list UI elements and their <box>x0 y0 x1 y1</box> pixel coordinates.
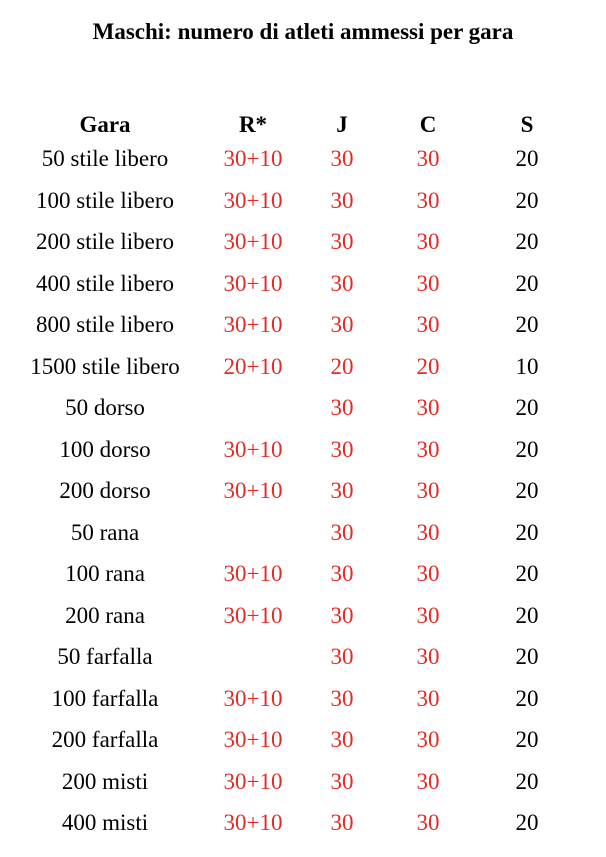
s-value: 20 <box>515 478 539 503</box>
s-value: 20 <box>515 644 539 669</box>
header-j: J <box>336 112 348 137</box>
table-row <box>0 557 606 599</box>
c-value: 30 <box>416 312 440 337</box>
c-value: 30 <box>416 768 440 794</box>
j-value: 30 <box>330 727 354 752</box>
event-name: 100 farfalla <box>51 685 159 711</box>
r-value: 30+10 <box>223 768 283 794</box>
table-row <box>0 391 606 433</box>
c-value: 30 <box>416 270 440 296</box>
j-value: 30 <box>330 436 354 462</box>
j-value: 30 <box>330 187 354 213</box>
j-value: 30 <box>330 519 354 545</box>
header-s: S <box>520 112 534 137</box>
c-value: 30 <box>416 602 440 628</box>
event-name: 50 rana <box>70 519 140 545</box>
table-row <box>0 184 606 226</box>
s-value: 20 <box>515 561 539 586</box>
s-value: 20 <box>515 810 539 835</box>
j-value: 30 <box>330 685 354 711</box>
table-row <box>0 516 606 558</box>
table-row <box>0 350 606 392</box>
r-value: 30+10 <box>223 436 283 462</box>
event-name: 200 stile libero <box>36 229 174 254</box>
table-row <box>0 308 606 350</box>
event-name: 100 stile libero <box>36 187 174 213</box>
j-value: 30 <box>330 561 354 586</box>
s-value: 20 <box>515 229 539 254</box>
c-value: 30 <box>416 436 440 462</box>
event-name: 50 stile libero <box>41 146 169 171</box>
s-value: 20 <box>515 768 539 794</box>
table-row <box>0 267 606 309</box>
event-name: 200 rana <box>65 602 145 628</box>
header-c: C <box>419 112 437 137</box>
r-value: 30+10 <box>223 270 283 296</box>
table-row <box>0 806 606 848</box>
j-value: 30 <box>330 602 354 628</box>
c-value: 30 <box>416 561 440 586</box>
j-value: 30 <box>330 478 354 503</box>
table-row <box>0 599 606 641</box>
s-value: 20 <box>515 436 539 462</box>
j-value: 30 <box>330 270 354 296</box>
r-value: 30+10 <box>223 229 283 254</box>
s-value: 20 <box>515 270 539 296</box>
c-value: 20 <box>416 353 440 379</box>
s-value: 20 <box>515 395 539 420</box>
r-value: 30+10 <box>223 312 283 337</box>
c-value: 30 <box>416 727 440 752</box>
r-value: 30+10 <box>223 602 283 628</box>
r-value: 30+10 <box>223 146 283 171</box>
table-row <box>0 640 606 682</box>
j-value: 20 <box>330 353 354 379</box>
c-value: 30 <box>416 229 440 254</box>
event-name: 100 dorso <box>59 436 151 462</box>
r-value: 30+10 <box>223 478 283 503</box>
j-value: 30 <box>330 810 354 835</box>
j-value: 30 <box>330 312 354 337</box>
r-value: 30+10 <box>223 810 283 835</box>
table-row <box>0 765 606 807</box>
table-row <box>0 433 606 475</box>
table-row <box>0 225 606 267</box>
c-value: 30 <box>416 395 440 420</box>
athletes-table <box>0 108 606 848</box>
s-value: 20 <box>515 146 539 171</box>
r-value: 30+10 <box>223 187 283 213</box>
c-value: 30 <box>416 519 440 545</box>
table-row <box>0 142 606 184</box>
j-value: 30 <box>330 146 354 171</box>
c-value: 30 <box>416 187 440 213</box>
c-value: 30 <box>416 146 440 171</box>
event-name: 1500 stile libero <box>30 353 180 379</box>
c-value: 30 <box>416 644 440 669</box>
s-value: 20 <box>515 312 539 337</box>
c-value: 30 <box>416 685 440 711</box>
event-name: 400 stile libero <box>36 270 174 296</box>
table-row <box>0 474 606 516</box>
j-value: 30 <box>330 229 354 254</box>
header-gara: Gara <box>79 112 131 137</box>
event-name: 400 misti <box>61 810 149 835</box>
r-value: 30+10 <box>223 727 283 752</box>
s-value: 20 <box>515 685 539 711</box>
page-title: Maschi: numero di atleti ammessi per gara <box>92 19 514 44</box>
event-name: 50 farfalla <box>57 644 153 669</box>
header-r: R* <box>238 112 268 137</box>
j-value: 30 <box>330 644 354 669</box>
r-value: 30+10 <box>223 561 283 586</box>
r-value: 20+10 <box>223 353 283 379</box>
c-value: 30 <box>416 810 440 835</box>
s-value: 20 <box>515 187 539 213</box>
j-value: 30 <box>330 768 354 794</box>
table-header-row <box>0 108 606 142</box>
table-row <box>0 723 606 765</box>
event-name: 800 stile libero <box>36 312 174 337</box>
c-value: 30 <box>416 478 440 503</box>
table-row <box>0 682 606 724</box>
r-value: 30+10 <box>223 685 283 711</box>
event-name: 50 dorso <box>65 395 145 420</box>
s-value: 10 <box>515 353 539 379</box>
event-name: 200 farfalla <box>51 727 159 752</box>
j-value: 30 <box>330 395 354 420</box>
table-body <box>0 142 606 848</box>
s-value: 20 <box>515 519 539 545</box>
s-value: 20 <box>515 602 539 628</box>
event-name: 100 rana <box>65 561 145 586</box>
s-value: 20 <box>515 727 539 752</box>
event-name: 200 misti <box>61 768 149 794</box>
event-name: 200 dorso <box>59 478 151 503</box>
